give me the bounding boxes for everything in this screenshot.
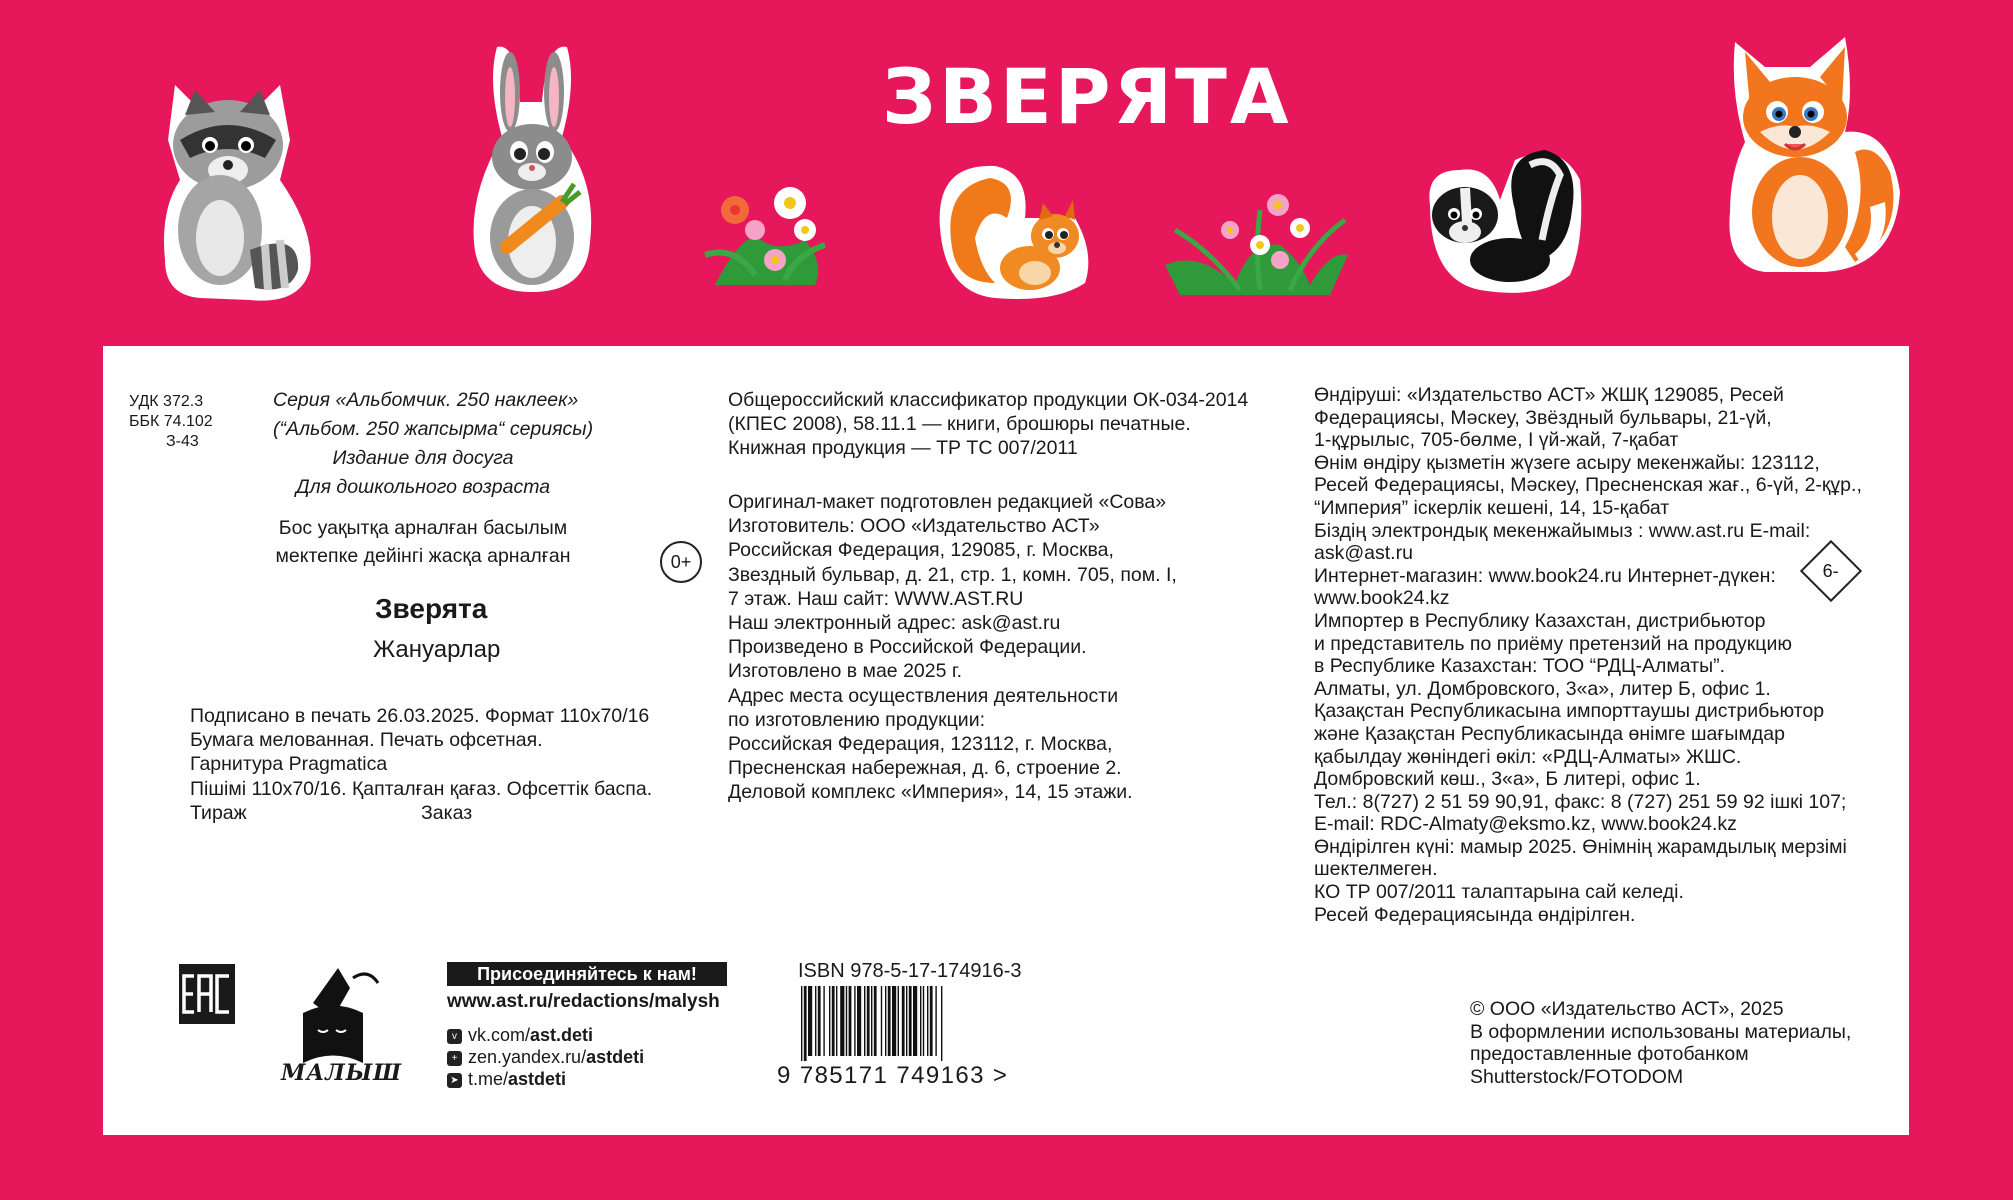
info-line-kz: 1-құрылыс, 705-бөлме, I үй-жай, 7-қабат	[1314, 429, 1679, 452]
info-line-kz: Ресей Федерациясы, Мәскеу, Пресненская жағ., 6-үй, 2-құр.,	[1314, 474, 1862, 497]
barcode-bar	[909, 986, 912, 1056]
info-line-kz: КО ТР 007/2011 талаптарына сай келеді.	[1314, 881, 1684, 904]
series-info-kz	[273, 514, 573, 570]
social-handle: astdeti	[586, 1047, 645, 1067]
series-line: Серия «Альбомчик. 250 наклеек»	[273, 389, 579, 411]
social-prefix: zen.yandex.ru/	[468, 1047, 587, 1067]
copyright-line: В оформлении использованы материалы,	[1470, 1020, 1852, 1043]
info-line-kz: Өндірілген күні: мамыр 2025. Өнімнің жарамдылық мерзімі	[1314, 835, 1847, 858]
manufacturer-line: Российская Федерация, 123112, г. Москва,	[728, 733, 1113, 756]
barcode-bar	[836, 986, 837, 1056]
barcode-bar	[888, 986, 891, 1056]
raccoon-sticker	[140, 70, 315, 305]
info-line-kz: “Империя” іскерлік кешені, 14, 15-қабат	[1314, 496, 1670, 519]
barcode-bar	[829, 986, 830, 1056]
manufacturer-info-kz	[1314, 384, 1862, 926]
barcode-bar	[898, 986, 899, 1056]
eac-text: EAC	[207, 1001, 210, 1002]
print-line: Подписано в печать 26.03.2025. Формат 110x70/16	[190, 705, 650, 727]
manufacturer-line: Оригинал-макет подготовлен редакцией «Сова»	[728, 491, 1167, 513]
print-run: Тираж	[190, 802, 247, 824]
barcode-bar	[920, 986, 921, 1056]
classifier-line: (КПЕС 2008), 58.11.1 — книги, брошюры печатные.	[728, 413, 1191, 436]
age-rating-badge: 0+	[660, 541, 702, 583]
barcode-bar	[849, 986, 852, 1056]
udk-code: УДК 372.3	[129, 393, 204, 410]
info-line-kz: Домбровский көш., 3«а», Б литері, офис 1.	[1314, 768, 1701, 791]
series-line: (“Альбом. 250 жапсырма“ сериясы)	[273, 418, 594, 440]
social-links	[447, 1024, 644, 1090]
barcode-bar	[871, 986, 872, 1056]
social-prefix: t.me/	[468, 1069, 509, 1089]
info-line-kz: шектелмеген.	[1314, 858, 1438, 881]
barcode-bar	[840, 986, 844, 1056]
barcode-bar	[864, 986, 865, 1056]
malysh-logo-text: МАЛЫШ	[281, 1060, 403, 1086]
barcode-bar	[832, 986, 835, 1056]
isbn: ISBN 978-5-17-174916-3	[798, 960, 1022, 982]
barcode-bar	[941, 986, 942, 1061]
info-line-kz: Ресей Федерациясында өндірілген.	[1314, 903, 1636, 926]
barcode-bar	[854, 986, 855, 1056]
barcode-bar	[846, 986, 847, 1056]
book-title-kz: Жануарлар	[373, 636, 501, 663]
series-line-kz: Бос уақытқа арналған басылым	[278, 517, 568, 539]
flowers-sticker	[1160, 190, 1350, 300]
book-title: Зверята	[375, 593, 488, 624]
manufacturer-line: 7 этаж. Наш сайт: WWW.AST.RU	[728, 587, 1024, 610]
manufacturer-line: Произведено в Российской Федерации.	[728, 636, 1087, 659]
social-handle: astdeti	[508, 1069, 567, 1089]
info-line-kz: Біздің электрондық мекенжайымыз : www.ast.ru E-mail:	[1314, 519, 1811, 542]
copyright-line: Shutterstock/FOTODOM	[1470, 1065, 1684, 1088]
barcode-bar	[930, 986, 933, 1056]
barcode-digits: 9 785171 749163 >	[777, 1062, 1009, 1089]
social-handle: ast.deti	[530, 1025, 594, 1045]
barcode-bar	[881, 986, 882, 1056]
info-line-kz: Өнім өндіру қызметін жүзеге асыру мекенжайы: 123112,	[1314, 451, 1820, 474]
print-details	[190, 704, 652, 801]
barcode-bar	[923, 986, 924, 1056]
info-line-kz: Импортер в Республику Казахстан, дистрибьютор	[1314, 609, 1766, 632]
vk-icon: v	[447, 1029, 462, 1044]
barcode-bar	[902, 986, 905, 1056]
info-line-kz: қабылдау жөніндегі өкіл: «РДЦ-Алматы» ЖШС.	[1314, 745, 1742, 768]
info-line-kz: Интернет-магазин: www.book24.ru Интернет-дүкен:	[1314, 564, 1776, 587]
telegram-icon: ➤	[447, 1073, 462, 1088]
age-rating-text: 6-	[1822, 560, 1840, 581]
barcode-bar	[892, 986, 896, 1056]
copyright-line: предоставленные фотобанком	[1470, 1043, 1749, 1066]
series-info	[273, 386, 594, 502]
bbk-code: ББК 74.102	[129, 413, 213, 430]
barcode-bar	[823, 986, 824, 1056]
info-line-kz: Тел.: 8(727) 2 51 59 90,91, факс: 8 (727) 251 59 92 ішкі 107;	[1314, 790, 1847, 813]
info-line-kz: www.book24.kz	[1314, 587, 1450, 610]
rabbit-sticker	[462, 42, 602, 297]
barcode-bar	[808, 986, 812, 1056]
zen-icon: +	[447, 1051, 462, 1066]
print-line: Гарнитура Pragmatica	[190, 753, 388, 776]
manufacturer-line: Изготовлено в мае 2025 г.	[728, 660, 963, 683]
info-line-kz: E-mail: RDC-Almaty@eksmo.kz, www.book24.kz	[1314, 813, 1737, 836]
info-line-kz: ask@ast.ru	[1314, 542, 1413, 565]
manufacturer-line: Пресненская набережная, д. 6, строение 2.	[728, 757, 1122, 780]
info-line-kz: и представитель по приёму претензий на продукцию	[1314, 632, 1792, 655]
info-line-kz: в Республике Казахстан: ТОО “РДЦ-Алматы”.	[1314, 655, 1726, 678]
manufacturer-line: Адрес места осуществления деятельности	[728, 684, 1119, 707]
social-link-telegram[interactable]	[447, 1068, 644, 1090]
manufacturer-info	[728, 490, 1177, 805]
social-link-zen[interactable]	[447, 1046, 644, 1068]
skunk-sticker	[1420, 140, 1585, 300]
barcode-bar	[913, 986, 917, 1056]
barcode-bar	[818, 986, 821, 1056]
barcode-bar	[867, 986, 870, 1056]
series-line: Для дошкольного возраста	[295, 476, 551, 498]
info-line-kz: Өндіруші: «Издательство АСТ» ЖШҚ 129085, Ресей	[1314, 384, 1784, 406]
barcode-bar	[857, 986, 861, 1056]
info-line-kz: Қазақстан Республикасына импорттаушы дистрибьютор	[1314, 700, 1825, 723]
info-line-kz: Алматы, ул. Домбровского, 3«а», литер Б, офис 1.	[1314, 677, 1771, 700]
barcode-bar	[874, 986, 877, 1056]
squirrel-sticker	[935, 158, 1095, 303]
print-line: Пішімі 110x70/16. Қапталған қағаз. Офсеттік баспа.	[190, 777, 653, 800]
manufacturer-line: Российская Федерация, 129085, г. Москва,	[728, 539, 1114, 562]
fox-sticker	[1705, 32, 1905, 277]
copyright-info	[1470, 998, 1851, 1088]
join-us-banner: Присоединяйтесь к нам!	[447, 962, 727, 986]
manufacturer-line: Деловой комплекс «Империя», 14, 15 этажи.	[728, 781, 1133, 804]
series-line: Издание для досуга	[332, 447, 514, 469]
copyright-line: © ООО «Издательство АСТ», 2025	[1470, 998, 1784, 1020]
social-prefix: vk.com/	[468, 1025, 531, 1045]
barcode-bar	[906, 986, 907, 1056]
info-line-kz: Федерациясы, Мәскеу, Звёздный бульвары, 21-үй,	[1314, 406, 1772, 429]
publisher-website[interactable]: www.ast.ru/redactions/malysh	[447, 991, 720, 1012]
barcode-bar	[801, 986, 802, 1061]
manufacturer-line: Изготовитель: ООО «Издательство АСТ»	[728, 515, 1100, 538]
imprint-panel	[103, 346, 1909, 1135]
print-line: Бумага мелованная. Печать офсетная.	[190, 729, 543, 752]
barcode-bar	[885, 986, 886, 1056]
classifier-line: Книжная продукция — ТР ТС 007/2011	[728, 437, 1078, 460]
info-line-kz: және Қазақстан Республикасында өнімге шағымдар	[1314, 722, 1785, 745]
manufacturer-line: Наш электронный адрес: ask@ast.ru	[728, 612, 1061, 635]
order-number: Заказ	[421, 802, 473, 824]
flowers-sticker	[695, 175, 835, 295]
isbn-barcode	[797, 986, 1022, 1061]
manufacturer-line: по изготовлению продукции:	[728, 708, 986, 731]
cover-title: ЗВЕРЯТА	[882, 52, 1292, 141]
social-link-vk[interactable]	[447, 1024, 644, 1046]
barcode-bar	[935, 986, 936, 1056]
classifier-info	[728, 388, 1248, 461]
manufacturer-line: Звездный бульвар, д. 21, стр. 1, комн. 705, пом. I,	[728, 563, 1177, 586]
eac-certification-logo	[179, 964, 235, 1024]
barcode-bar	[927, 986, 928, 1056]
author-code: З-43	[166, 433, 199, 450]
series-line-kz: мектепке дейінгі жасқа арналған	[275, 545, 571, 567]
barcode-bar	[815, 986, 816, 1056]
classifier-line: Общероссийский классификатор продукции ОК-034-2014	[728, 389, 1249, 411]
barcode-bar	[804, 986, 807, 1061]
